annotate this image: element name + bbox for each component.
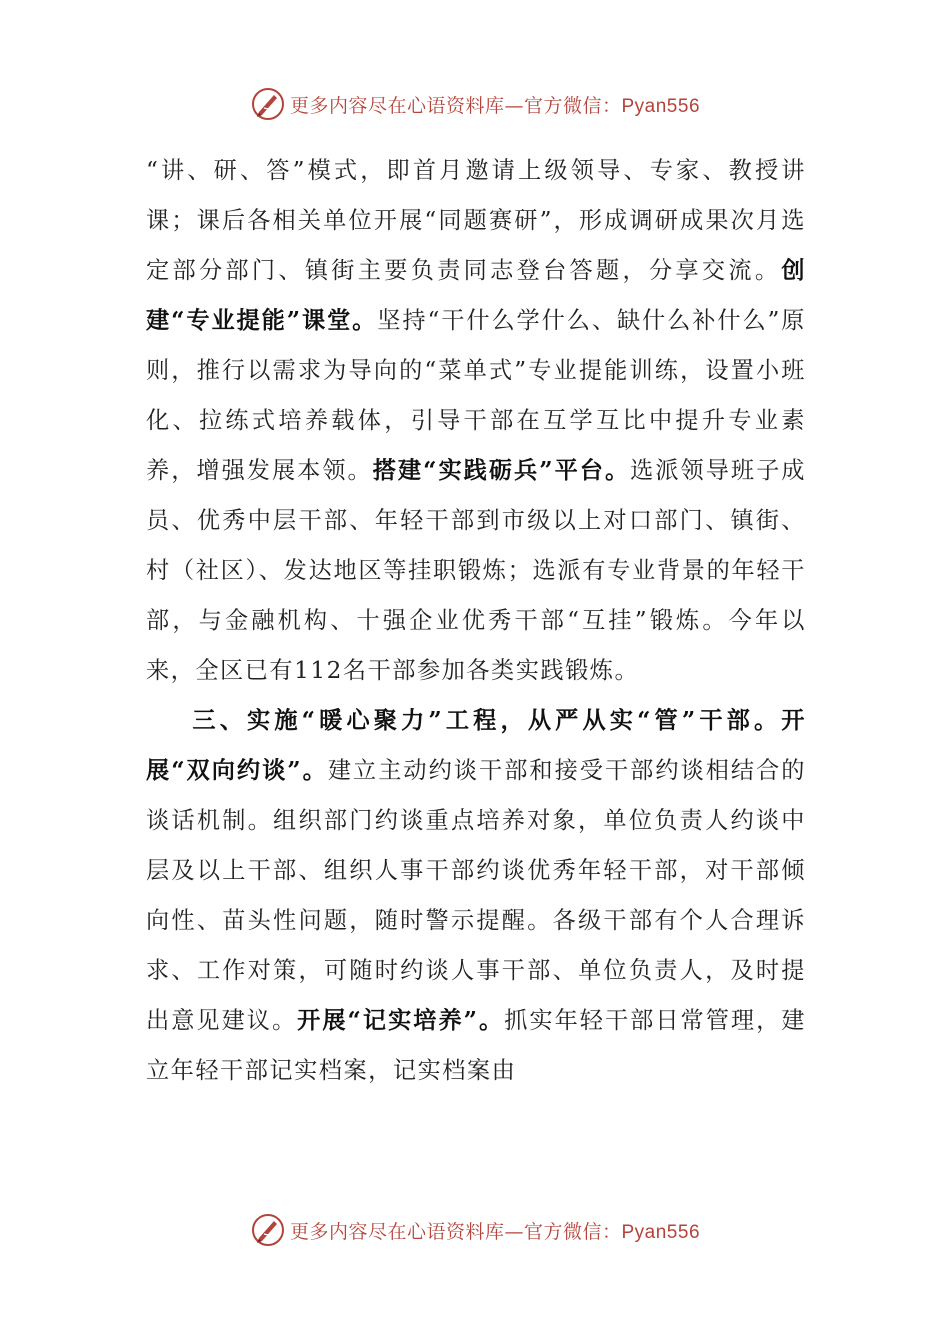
document-body (146, 146, 806, 1096)
pen-logo-icon (250, 86, 286, 122)
header-watermark-banner (0, 84, 950, 124)
watermark-text: 更多内容尽在心语资料库—官方微信：Pyan556 (289, 1220, 701, 1243)
footer-watermark-banner (0, 1210, 950, 1250)
paragraph-2: 三、实施“暖心聚力”工程，从严从实“管”干部。开展“双向约谈”。建立主动约谈干部和接受干部约谈相结合的谈话机制。组织部门约谈重点培养对象，单位负责人约谈中层及以上干部、组织人事干部约谈优秀年轻干部，对干部倾向性、苗头性问题，随时警示提醒。各级干部有个人合理诉求、工作对策，可随时约谈人事干部、单位负责人，及时提出意见建议。开展“记实培养”。抓实年轻干部日常管理，建立年轻干部记实档案，记实档案由 (146, 707, 806, 1084)
heading-inline: 创建“专业提能”课堂。 (146, 257, 806, 334)
section-heading: 三、实施“暖心聚力”工程，从严从实“管”干部。开展“双向约谈”。 (146, 707, 806, 784)
heading-inline: 开展“记实培养”。 (297, 1007, 505, 1034)
pen-logo-icon (250, 1212, 286, 1248)
watermark-text: 更多内容尽在心语资料库—官方微信：Pyan556 (289, 94, 701, 117)
paragraph-1: “讲、研、答”模式，即首月邀请上级领导、专家、教授讲课；课后各相关单位开展“同题赛研”，形成调研成果次月选定部分部门、镇街主要负责同志登台答题，分享交流。创建“专业提能”课堂。坚持“干什么学什么、缺什么补什么”原则，推行以需求为导向的“菜单式”专业提能训练，设置小班化、拉练式培养载体，引导干部在互学互比中提升专业素养，增强发展本领。搭建“实践砺兵”平台。选派领导班子成员、优秀中层干部、年轻干部到市级以上对口部门、镇街、村（社区）、发达地区等挂职锻炼；选派有专业背景的年轻干部，与金融机构、十强企业优秀干部“互挂”锻炼。今年以来，全区已有112名干部参加各类实践锻炼。 (146, 157, 806, 684)
heading-inline: 搭建“实践砺兵”平台。 (372, 457, 631, 484)
